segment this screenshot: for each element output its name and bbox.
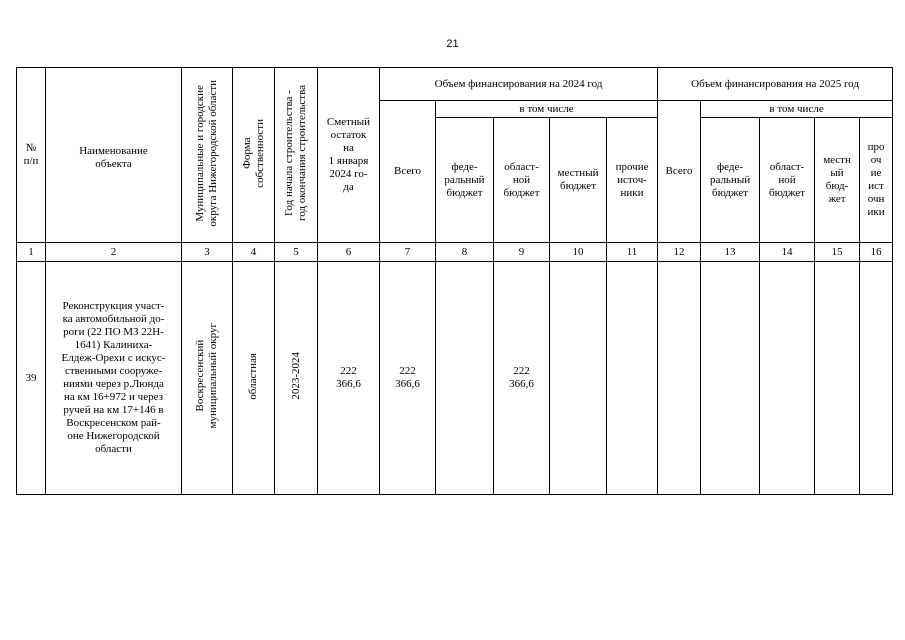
row-years: 2023-2024 bbox=[275, 262, 318, 495]
column-number: 16 bbox=[860, 243, 893, 262]
row-other-2024 bbox=[607, 262, 658, 495]
header-federal-2024: феде- ральный бюджет bbox=[436, 118, 494, 243]
column-number: 6 bbox=[318, 243, 380, 262]
header-fin-2024: Объем финансирования на 2024 год bbox=[380, 68, 658, 101]
header-municipal: Муниципальные и городские округа Нижегородской области bbox=[182, 68, 233, 243]
column-number: 5 bbox=[275, 243, 318, 262]
row-num: 39 bbox=[17, 262, 46, 495]
page-number: 21 bbox=[446, 38, 459, 50]
header-estimated: Сметный остаток на 1 января 2024 го- да bbox=[318, 68, 380, 243]
header-other-2024: прочие источ- ники bbox=[607, 118, 658, 243]
header-local-2024: местный бюджет bbox=[550, 118, 607, 243]
row-federal-2024 bbox=[436, 262, 494, 495]
row-total-2024: 222 366,6 bbox=[380, 262, 436, 495]
header-other-2025: про оч ие ист очн ики bbox=[860, 118, 893, 243]
column-number: 11 bbox=[607, 243, 658, 262]
row-other-2025 bbox=[860, 262, 893, 495]
header-including-2025: в том числе bbox=[701, 101, 893, 118]
column-number: 14 bbox=[760, 243, 815, 262]
row-total-2025 bbox=[658, 262, 701, 495]
row-local-2024 bbox=[550, 262, 607, 495]
header-name: Наименование объекта bbox=[46, 68, 182, 243]
table-row bbox=[17, 262, 893, 495]
column-numbers-row bbox=[17, 243, 893, 262]
column-number: 15 bbox=[815, 243, 860, 262]
row-object-name: Реконструкция участ- ка автомобильной до- роги (22 ПО МЗ 22Н- 1641) Калиниха- Елдеж-Орехи с искус- ственными сооруже- ниями через р.Люнда на км 16+972 и через ручей на км 17+146 в Воскресенском рай- оне Нижегородской области bbox=[46, 262, 182, 495]
header-total-2025: Всего bbox=[658, 101, 701, 243]
financing-table bbox=[16, 67, 893, 495]
header-total-2024: Всего bbox=[380, 101, 436, 243]
column-number: 3 bbox=[182, 243, 233, 262]
column-number: 2 bbox=[46, 243, 182, 262]
header-num: № п/п bbox=[17, 68, 46, 243]
row-regional-2025 bbox=[760, 262, 815, 495]
header-local-2025: местн ый бюд- жет bbox=[815, 118, 860, 243]
row-local-2025 bbox=[815, 262, 860, 495]
header-ownership: Форма собственности bbox=[233, 68, 275, 243]
row-estimated: 222 366,6 bbox=[318, 262, 380, 495]
header-fin-2025: Объем финансирования на 2025 год bbox=[658, 68, 893, 101]
row-municipal: Воскресенский муниципальный округ bbox=[182, 262, 233, 495]
column-number: 13 bbox=[701, 243, 760, 262]
row-regional-2024: 222 366,6 bbox=[494, 262, 550, 495]
column-number: 12 bbox=[658, 243, 701, 262]
column-number: 10 bbox=[550, 243, 607, 262]
header-including-2024: в том числе bbox=[436, 101, 658, 118]
column-number: 1 bbox=[17, 243, 46, 262]
column-number: 7 bbox=[380, 243, 436, 262]
header-years: Год начала строительства - год окончания строительства bbox=[275, 68, 318, 243]
column-number: 4 bbox=[233, 243, 275, 262]
column-number: 8 bbox=[436, 243, 494, 262]
row-federal-2025 bbox=[701, 262, 760, 495]
header-federal-2025: феде- ральный бюджет bbox=[701, 118, 760, 243]
row-ownership: областная bbox=[233, 262, 275, 495]
header-regional-2024: област- ной бюджет bbox=[494, 118, 550, 243]
column-number: 9 bbox=[494, 243, 550, 262]
header-regional-2025: област- ной бюджет bbox=[760, 118, 815, 243]
